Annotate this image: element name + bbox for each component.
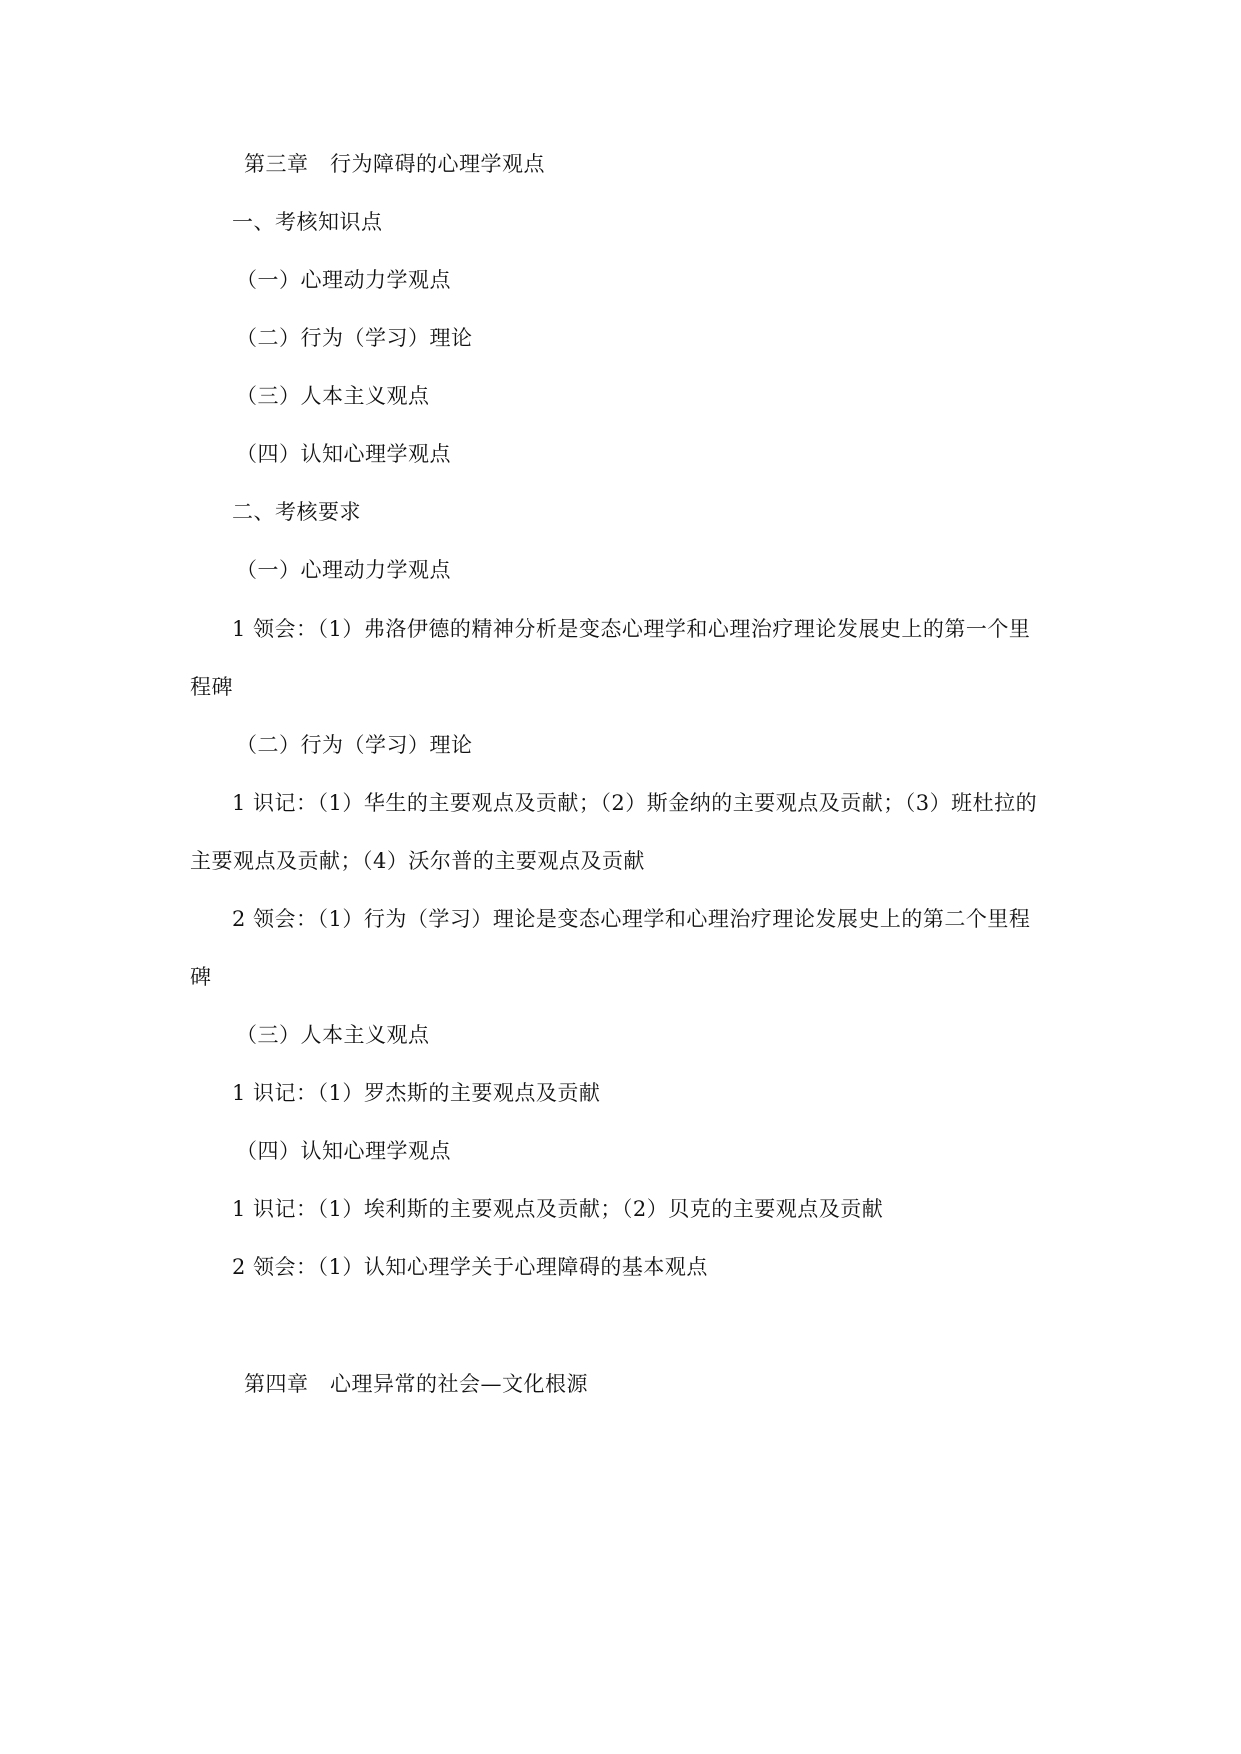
requirement-1-heading: （一）心理动力学观点 [236,558,451,582]
section-1-heading: 一、考核知识点 [232,210,383,234]
knowledge-item-3: （三）人本主义观点 [236,384,430,408]
chapter-3-title: 第三章 行为障碍的心理学观点 [244,152,545,176]
requirement-4-heading: （四）认知心理学观点 [236,1139,451,1163]
knowledge-item-2: （二）行为（学习）理论 [236,326,473,350]
requirement-4-line-1: 1 识记：（1）埃利斯的主要观点及贡献；（2）贝克的主要观点及贡献 [232,1197,884,1221]
requirement-3-heading: （三）人本主义观点 [236,1023,430,1047]
requirement-3-line-1: 1 识记：（1）罗杰斯的主要观点及贡献 [232,1081,601,1105]
requirement-2-line-2: 2 领会：（1）行为（学习）理论是变态心理学和心理治疗理论发展史上的第二个里程 [232,907,1031,931]
requirement-2-line-2-continued: 碑 [190,965,212,989]
requirement-2-heading: （二）行为（学习）理论 [236,733,473,757]
requirement-2-line-1-continued: 主要观点及贡献；（4）沃尔普的主要观点及贡献 [190,849,645,873]
section-2-heading: 二、考核要求 [232,500,361,524]
knowledge-item-1: （一）心理动力学观点 [236,268,451,292]
chapter-4-title: 第四章 心理异常的社会—文化根源 [244,1372,588,1396]
requirement-4-line-2: 2 领会：（1）认知心理学关于心理障碍的基本观点 [232,1255,708,1279]
requirement-1-line-1-continued: 程碑 [190,675,233,699]
knowledge-item-4: （四）认知心理学观点 [236,442,451,466]
requirement-1-line-1: 1 领会：（1）弗洛伊德的精神分析是变态心理学和心理治疗理论发展史上的第一个里 [232,617,1031,641]
requirement-2-line-1: 1 识记：（1）华生的主要观点及贡献；（2）斯金纳的主要观点及贡献；（3）班杜拉的 [232,791,1038,815]
